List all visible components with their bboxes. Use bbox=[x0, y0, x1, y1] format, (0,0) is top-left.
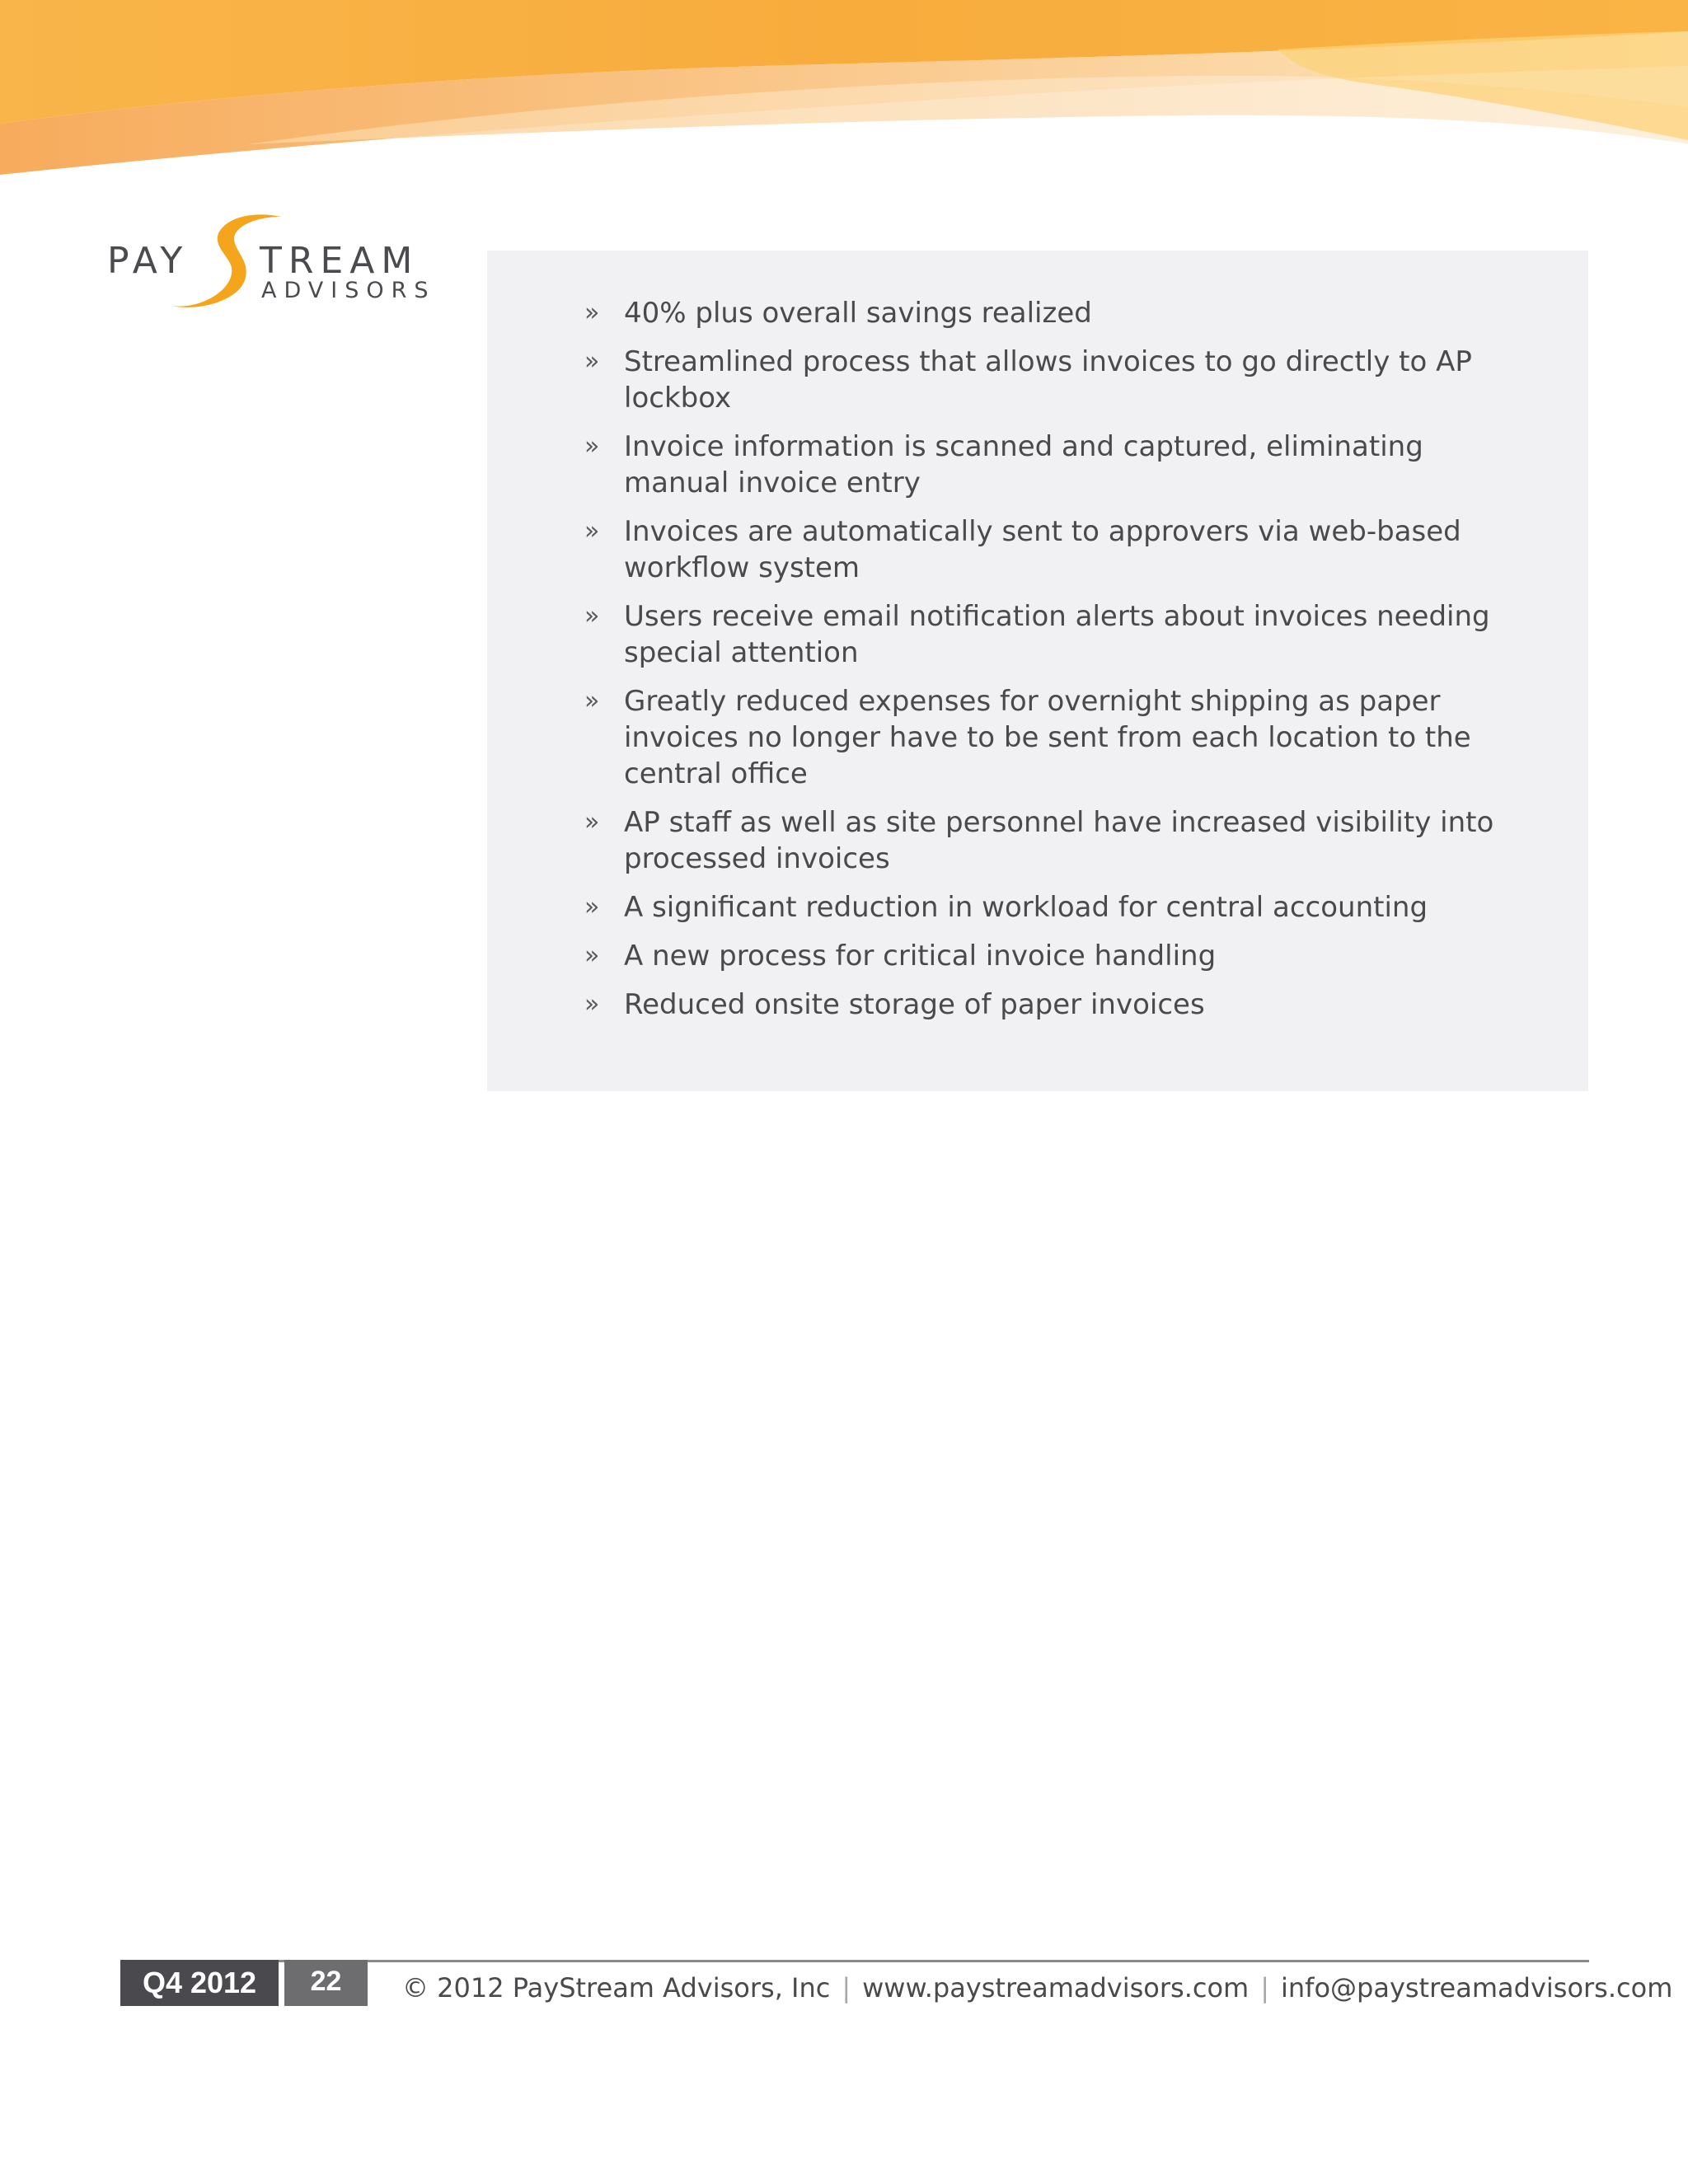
footer-contact-line bbox=[402, 1970, 1672, 2006]
footer-email-link[interactable]: info@paystreamadvisors.com bbox=[1281, 1972, 1673, 2004]
list-item bbox=[584, 889, 1516, 926]
benefits-list bbox=[584, 295, 1516, 1035]
double-chevron-icon: » bbox=[584, 602, 600, 630]
list-item-text: Streamlined process that allows invoices to go directly to AP lockbox bbox=[624, 345, 1472, 415]
double-chevron-icon: » bbox=[584, 893, 600, 921]
list-item-text: A new process for critical invoice handling bbox=[624, 940, 1217, 972]
list-item-text: A significant reduction in workload for central accounting bbox=[624, 891, 1428, 924]
list-item bbox=[584, 987, 1516, 1023]
footer-website-link[interactable]: www.paystreamadvisors.com bbox=[862, 1972, 1250, 2004]
list-item bbox=[584, 598, 1516, 671]
double-chevron-icon: » bbox=[584, 517, 600, 546]
double-chevron-icon: » bbox=[584, 687, 600, 715]
double-chevron-icon: » bbox=[584, 432, 600, 461]
footer-separator: | bbox=[1260, 1972, 1269, 2004]
list-item-text: Invoices are automatically sent to approvers via web-based workflow system bbox=[624, 515, 1461, 584]
logo-word-tream: TREAM bbox=[260, 240, 420, 282]
double-chevron-icon: » bbox=[584, 941, 600, 970]
footer-divider bbox=[279, 1960, 1589, 1962]
benefits-panel bbox=[487, 251, 1588, 1091]
list-item bbox=[584, 804, 1516, 877]
list-item bbox=[584, 513, 1516, 586]
list-item bbox=[584, 429, 1516, 501]
list-item-text: Reduced onsite storage of paper invoices bbox=[624, 988, 1205, 1021]
list-item-text: 40% plus overall savings realized bbox=[624, 297, 1092, 330]
paystream-logo bbox=[103, 210, 436, 317]
double-chevron-icon: » bbox=[584, 808, 600, 837]
logo-word-advisors: ADVISORS bbox=[261, 278, 436, 303]
double-chevron-icon: » bbox=[584, 990, 600, 1019]
list-item bbox=[584, 683, 1516, 792]
list-item bbox=[584, 295, 1516, 331]
double-chevron-icon: » bbox=[584, 298, 600, 327]
top-wave-banner bbox=[0, 0, 1688, 181]
list-item-text: Invoice information is scanned and captured, eliminating manual invoice entry bbox=[624, 430, 1423, 499]
footer-page-number: 22 bbox=[284, 1960, 368, 2006]
list-item-text: AP staff as well as site personnel have increased visibility into processed invoices bbox=[624, 806, 1494, 875]
list-item bbox=[584, 344, 1516, 416]
list-item bbox=[584, 938, 1516, 974]
logo-word-pay: PAY bbox=[107, 240, 189, 282]
footer-copyright: © 2012 PayStream Advisors, Inc bbox=[402, 1972, 831, 2004]
list-item-text: Greatly reduced expenses for overnight shipping as paper invoices no longer have to be sent from each location to the central office bbox=[624, 685, 1471, 790]
double-chevron-icon: » bbox=[584, 347, 600, 376]
list-item-text: Users receive email notification alerts about invoices needing special attention bbox=[624, 600, 1490, 669]
footer-separator: | bbox=[842, 1972, 851, 2004]
footer-period-badge: Q4 2012 bbox=[120, 1960, 279, 2006]
